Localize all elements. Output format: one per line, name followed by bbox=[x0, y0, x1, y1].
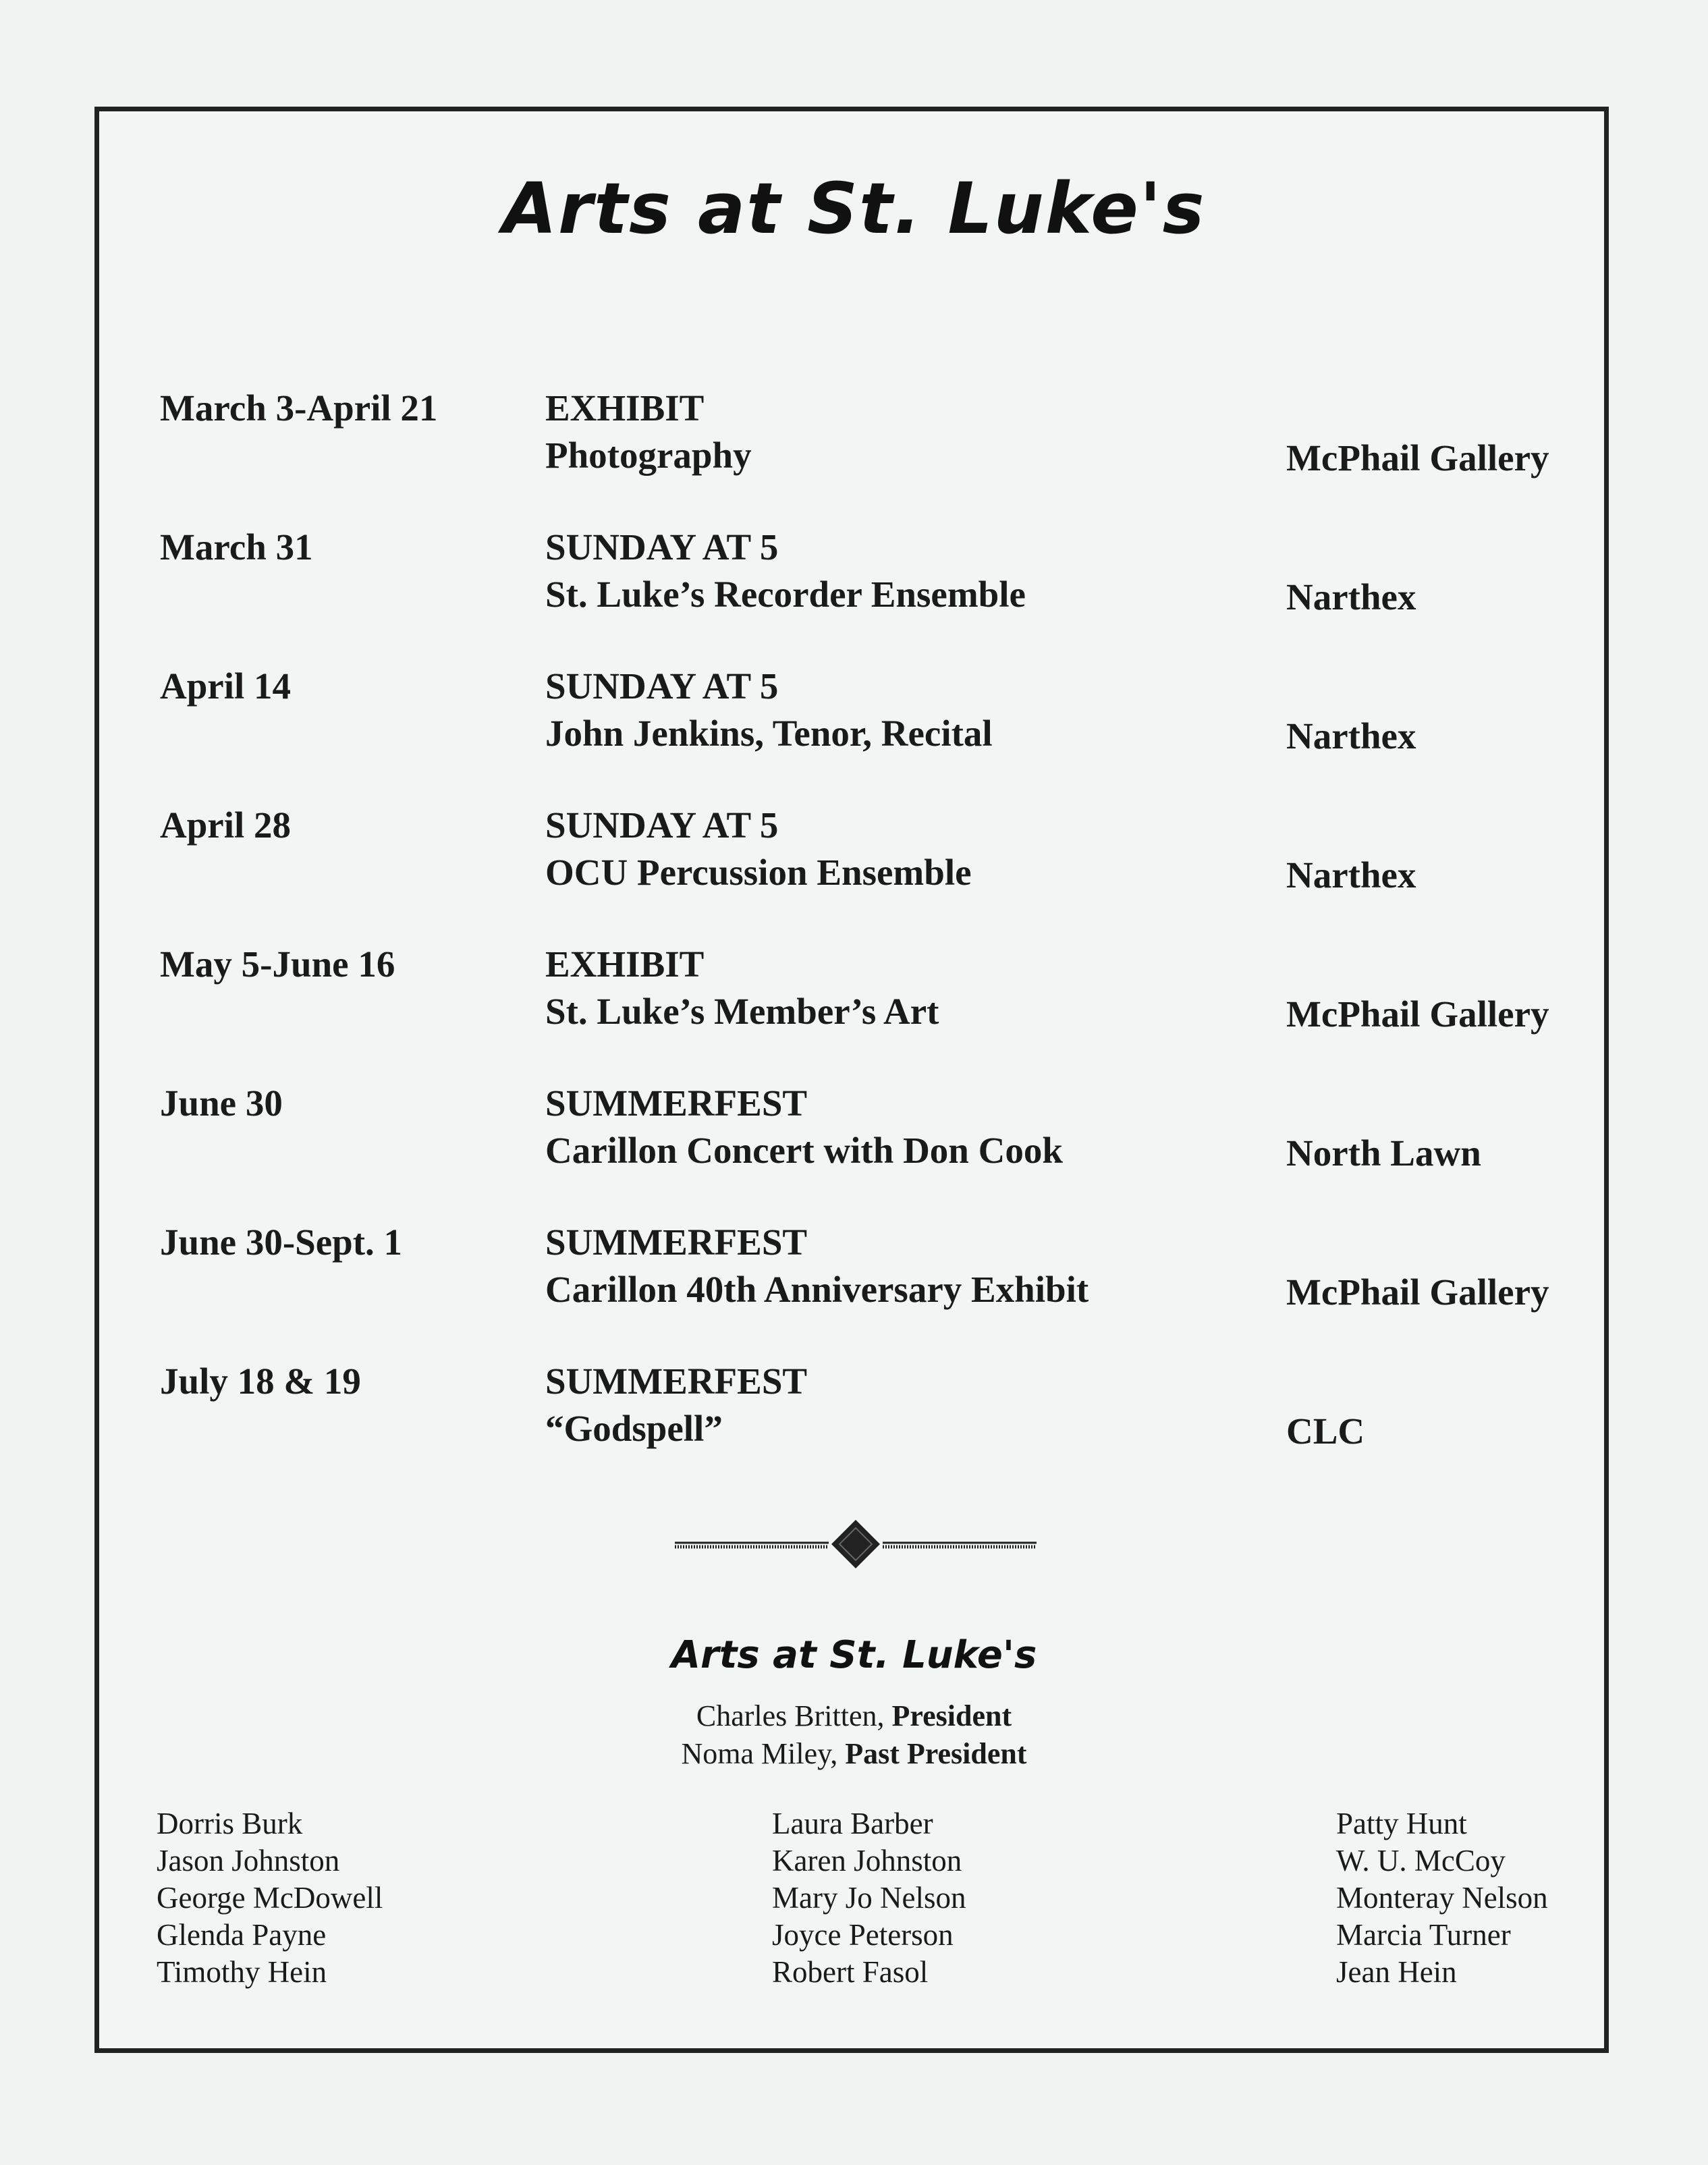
event-date: May 5-June 16 bbox=[160, 943, 395, 985]
event-date: April 28 bbox=[160, 804, 292, 846]
event-row bbox=[0, 1080, 1708, 1201]
event-type: EXHIBIT bbox=[545, 943, 705, 985]
member-list-column-3 bbox=[1336, 1805, 1548, 1991]
member-name: Jean Hein bbox=[1336, 1955, 1457, 1989]
event-type: SUMMERFEST bbox=[545, 1222, 808, 1263]
member-name: Patty Hunt bbox=[1336, 1807, 1467, 1840]
event-date: June 30 bbox=[160, 1082, 283, 1124]
event-description: St. Luke’s Recorder Ensemble bbox=[545, 574, 1026, 615]
event-venue: McPhail Gallery bbox=[1286, 437, 1549, 478]
event-row bbox=[0, 524, 1708, 645]
member-name: Jason Johnston bbox=[157, 1844, 340, 1878]
event-type: SUNDAY AT 5 bbox=[545, 804, 779, 846]
event-description: Carillon Concert with Don Cook bbox=[545, 1130, 1063, 1171]
event-venue: CLC bbox=[1286, 1410, 1365, 1452]
member-name: Robert Fasol bbox=[772, 1955, 929, 1989]
officer-role: President bbox=[891, 1699, 1012, 1732]
event-description: Photography bbox=[545, 435, 752, 476]
page-title: Arts at St. Luke's bbox=[502, 167, 1206, 250]
member-name: George McDowell bbox=[157, 1881, 383, 1915]
event-venue: McPhail Gallery bbox=[1286, 1271, 1549, 1313]
member-list-column-1 bbox=[157, 1805, 383, 1991]
member-name: W. U. McCoy bbox=[1336, 1844, 1506, 1878]
member-name: Karen Johnston bbox=[772, 1844, 962, 1878]
officer-role: Past President bbox=[845, 1737, 1027, 1770]
event-type: SUNDAY AT 5 bbox=[545, 526, 779, 568]
member-name: Joyce Peterson bbox=[772, 1918, 954, 1952]
event-row bbox=[0, 1358, 1708, 1479]
event-row bbox=[0, 1219, 1708, 1340]
member-name: Laura Barber bbox=[772, 1807, 933, 1840]
member-name: Mary Jo Nelson bbox=[772, 1881, 966, 1915]
event-description: St. Luke’s Member’s Art bbox=[545, 991, 939, 1032]
event-venue: North Lawn bbox=[1286, 1132, 1481, 1174]
event-row bbox=[0, 802, 1708, 923]
event-venue: Narthex bbox=[1286, 715, 1416, 757]
event-venue: Narthex bbox=[1286, 576, 1416, 618]
member-name: Glenda Payne bbox=[157, 1918, 327, 1952]
member-name: Monteray Nelson bbox=[1336, 1881, 1548, 1915]
member-name: Timothy Hein bbox=[157, 1955, 327, 1989]
event-type: SUMMERFEST bbox=[545, 1082, 808, 1124]
officer-president bbox=[0, 1697, 1708, 1735]
event-description: “Godspell” bbox=[545, 1408, 723, 1449]
event-date: March 31 bbox=[160, 526, 313, 568]
event-venue: McPhail Gallery bbox=[1286, 993, 1549, 1035]
officer-past-president bbox=[0, 1735, 1708, 1773]
event-type: SUNDAY AT 5 bbox=[545, 665, 779, 707]
member-name: Dorris Burk bbox=[157, 1807, 303, 1840]
event-row bbox=[0, 385, 1708, 506]
event-type: EXHIBIT bbox=[545, 387, 705, 429]
event-description: Carillon 40th Anniversary Exhibit bbox=[545, 1269, 1089, 1310]
event-date: April 14 bbox=[160, 665, 292, 707]
event-type: SUMMERFEST bbox=[545, 1361, 808, 1402]
event-row bbox=[0, 663, 1708, 784]
event-description: OCU Percussion Ensemble bbox=[545, 852, 972, 893]
event-description: John Jenkins, Tenor, Recital bbox=[545, 713, 993, 754]
organization-name: Arts at St. Luke's bbox=[671, 1633, 1037, 1677]
member-list-column-2 bbox=[772, 1805, 966, 1991]
event-date: March 3-April 21 bbox=[160, 387, 438, 429]
member-name: Marcia Turner bbox=[1336, 1918, 1511, 1952]
event-venue: Narthex bbox=[1286, 854, 1416, 896]
officer-name: Noma Miley, bbox=[681, 1737, 838, 1770]
event-date: June 30-Sept. 1 bbox=[160, 1222, 403, 1263]
officer-name: Charles Britten, bbox=[696, 1699, 885, 1732]
event-row bbox=[0, 941, 1708, 1062]
event-date: July 18 & 19 bbox=[160, 1361, 361, 1402]
diamond-divider-icon bbox=[675, 1517, 1037, 1571]
